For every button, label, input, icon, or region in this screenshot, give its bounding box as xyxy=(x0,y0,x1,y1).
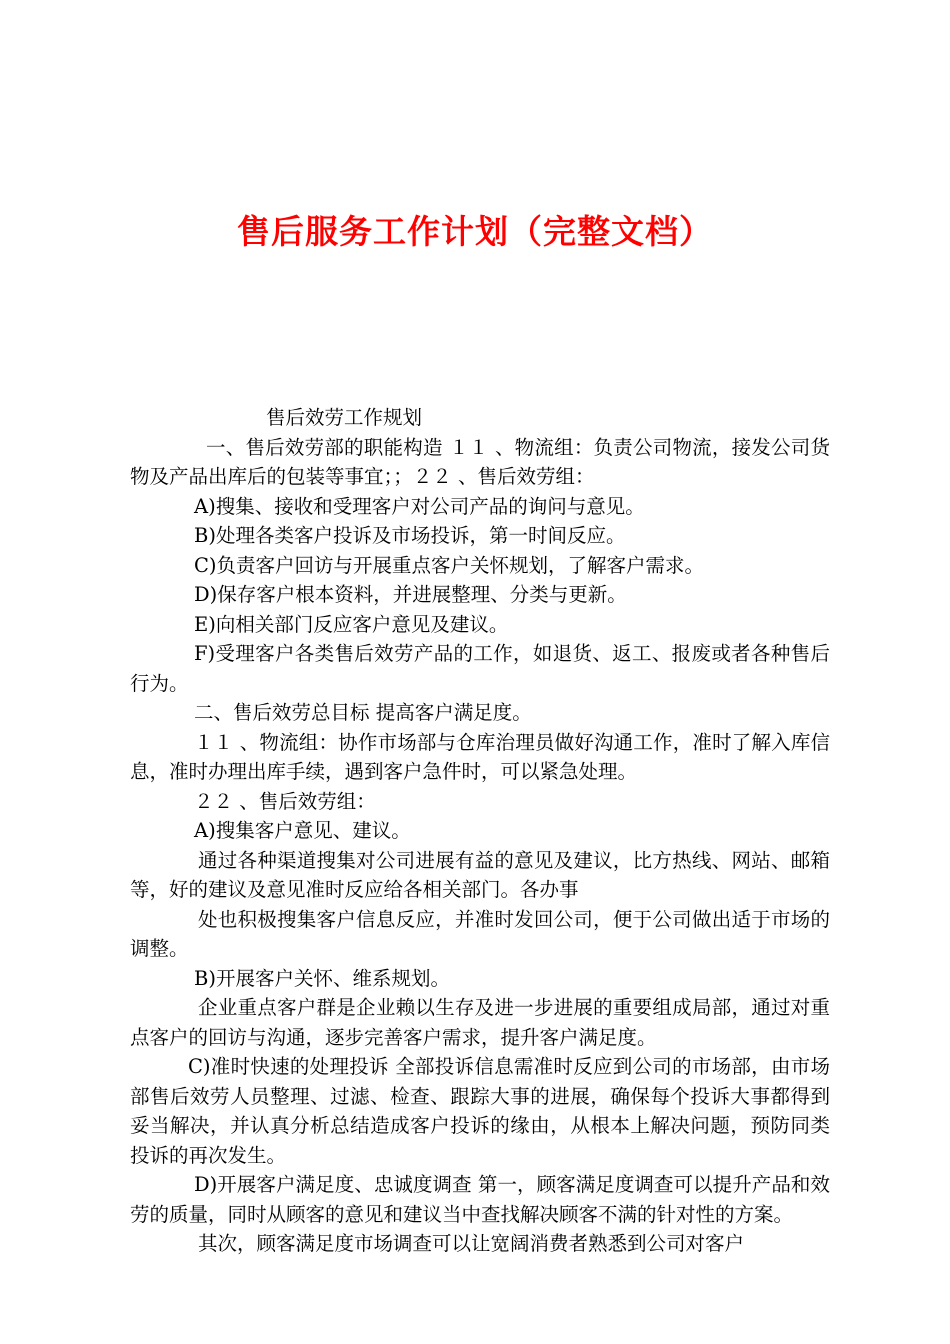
paragraph: F)受理客户各类售后效劳产品的工作，如退货、返工、报废或者各种售后行为。 xyxy=(130,642,830,695)
paragraph: 通过各种渠道搜集对公司进展有益的意见及建议，比方热线、网站、邮箱等，好的建议及意见准时反应给各相关部门。各办事 xyxy=(130,848,830,901)
paragraph: 售后效劳工作规划 xyxy=(266,406,423,429)
paragraph: B)开展客户关怀、维系规划。 xyxy=(194,966,450,990)
paragraph: D)开展客户满足度、忠诚度调查 第一，顾客满足度调查可以提升产品和效劳的质量，同时从顾客的意见和建议当中查找解决顾客不满的针对性的方案。 xyxy=(130,1173,830,1226)
paragraph: E)向相关部门反应客户意见及建议。 xyxy=(194,612,509,636)
paragraph: A)搜集客户意见、建议。 xyxy=(194,819,411,842)
paragraph: 处也积极搜集客户信息反应，并准时发回公司，便于公司做出适于市场的调整。 xyxy=(130,907,830,960)
document-title: 售后服务工作计划（完整文档） xyxy=(237,212,713,251)
paragraph: 二、售后效劳总目标 提高客户满足度。 xyxy=(194,701,532,724)
paragraph: 企业重点客户群是企业赖以生存及进一步进展的重要组成局部，通过对重点客户的回访与沟通，逐步完善客户需求，提升客户满足度。 xyxy=(130,996,830,1049)
paragraph: A)搜集、接收和受理客户对公司产品的询问与意见。 xyxy=(194,494,645,518)
paragraph: １１ 、物流组：协作市场部与仓库治理员做好沟通工作，准时了解入库信息，准时办理出库手续，遇到客户急件时，可以紧急处理。 xyxy=(130,730,830,783)
paragraph: C)准时快速的处理投诉 全部投诉信息需准时反应到公司的市场部，由市场部售后效劳人员整理、过滤、检查、跟踪大事的进展，确保每个投诉大事都得到妥当解决，并认真分析总结造成客户投诉的缘由，从根本上解决问题，预防同类投诉的再次发生。 xyxy=(130,1055,830,1167)
paragraph: 一、售后效劳部的职能构造 １１ 、物流组：负责公司物流，接发公司货物及产品出库后的包装等事宜；；２２ 、售后效劳组： xyxy=(130,435,830,488)
paragraph: ２２ 、售后效劳组： xyxy=(194,789,376,813)
document-body xyxy=(130,403,830,1259)
paragraph: B)处理各类客户投诉及市场投诉，第一时间反应。 xyxy=(194,524,626,547)
paragraph: D)保存客户根本资料，并进展整理、分类与更新。 xyxy=(194,583,627,606)
paragraph: 其次，顾客满足度市场调查可以让宽阔消费者熟悉到公司对客户 xyxy=(198,1232,745,1255)
paragraph: C)负责客户回访与开展重点客户关怀规划，了解客户需求。 xyxy=(194,553,705,577)
